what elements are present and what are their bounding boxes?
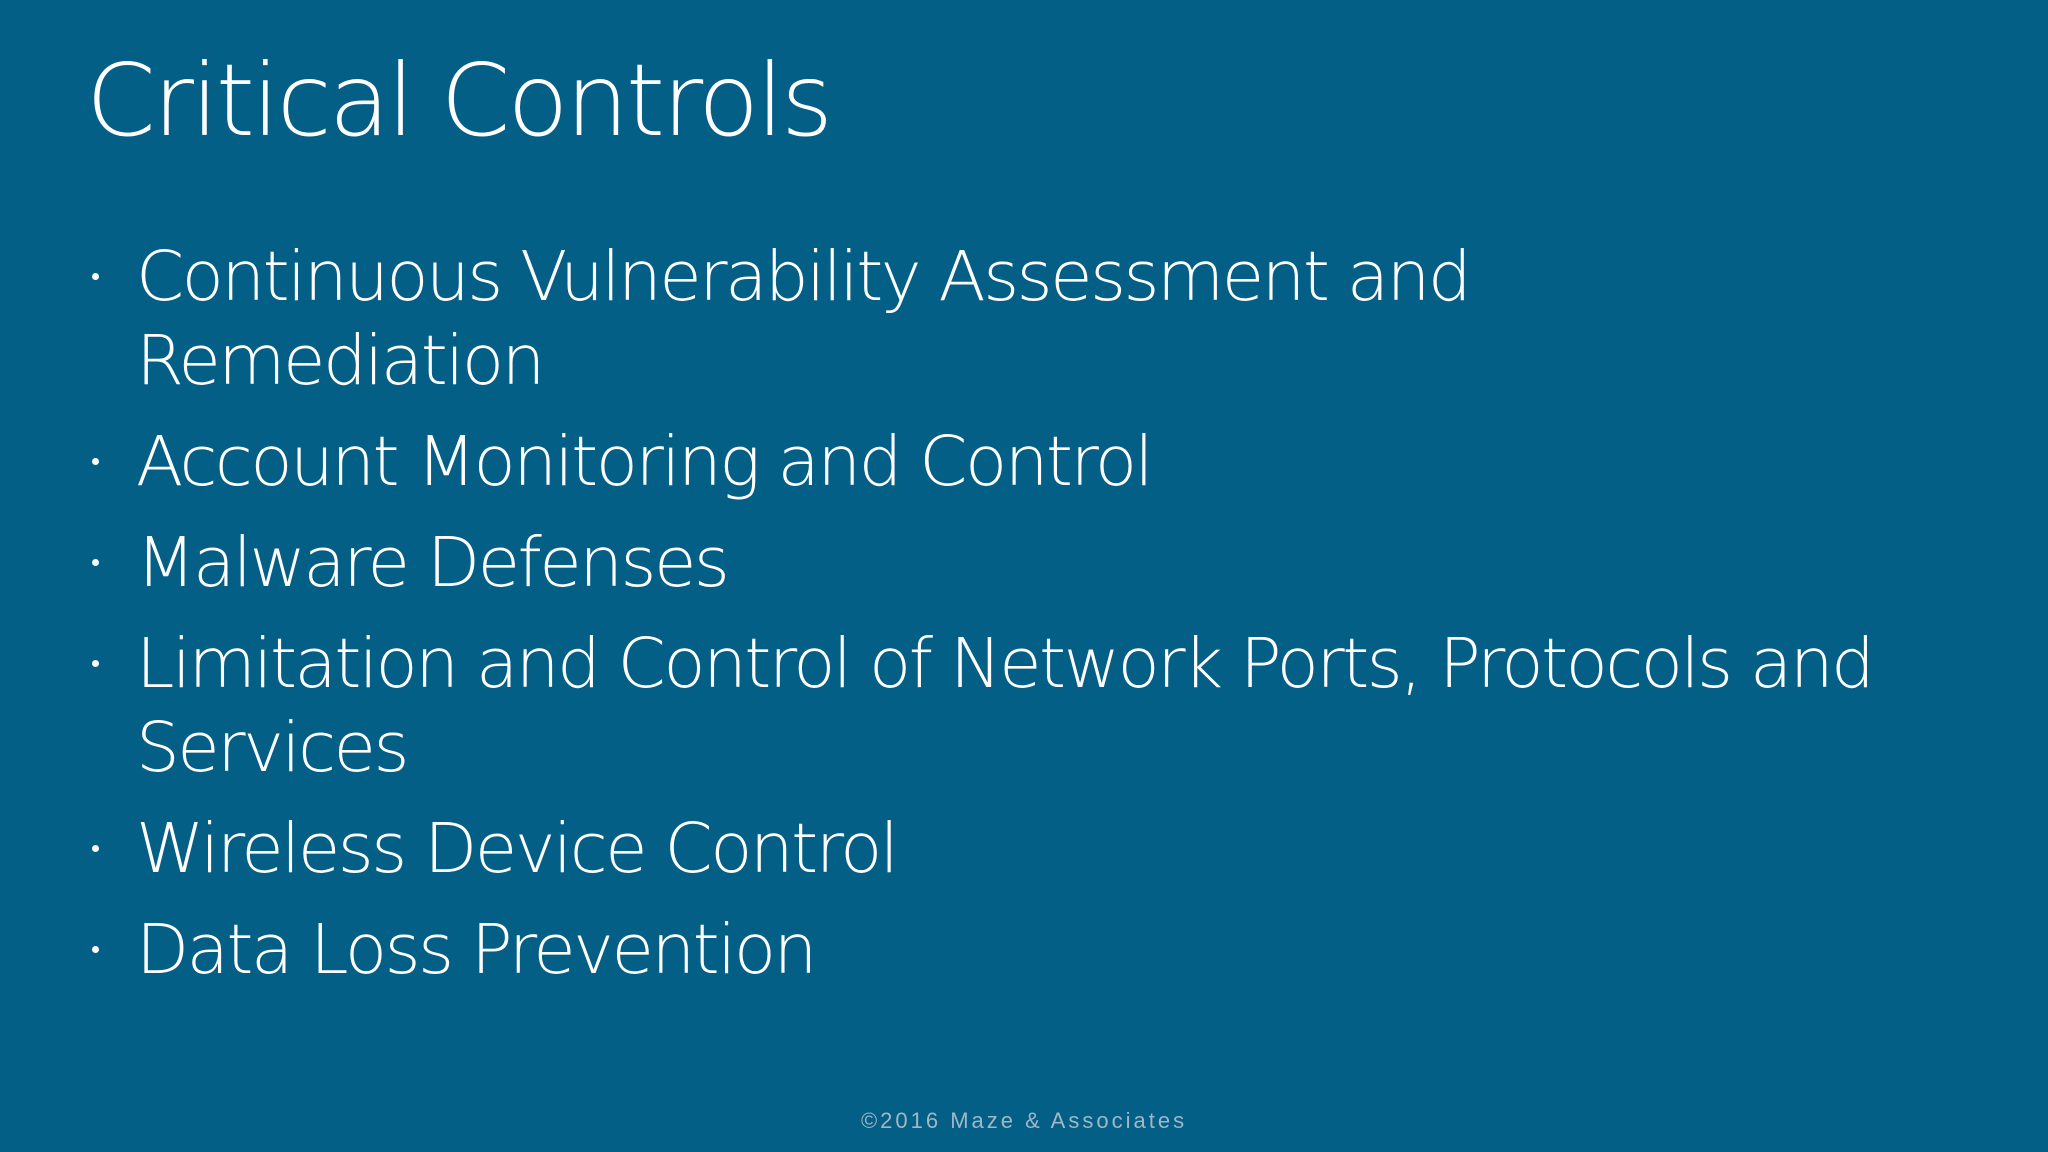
bullet-item bbox=[90, 908, 1886, 992]
bullet-text: Data Loss Prevention bbox=[136, 910, 815, 990]
bullet-text: Account Monitoring and Control bbox=[136, 422, 1152, 502]
bullet-dot-icon bbox=[92, 660, 99, 667]
bullet-text: Malware Defenses bbox=[136, 523, 728, 603]
bullet-text: Wireless Device Control bbox=[136, 809, 897, 889]
bullet-item bbox=[90, 235, 1886, 403]
bullet-dot-icon bbox=[92, 946, 99, 953]
bullet-dot-icon bbox=[92, 845, 99, 852]
bullet-item bbox=[90, 521, 1886, 605]
copyright-footer: ©2016 Maze & Associates bbox=[860, 1108, 1188, 1133]
bullet-item bbox=[90, 622, 1886, 790]
bullet-item bbox=[90, 420, 1886, 504]
bullet-text: Limitation and Control of Network Ports, Protocols and Services bbox=[136, 624, 1873, 788]
bullet-text: Continuous Vulnerability Assessment and Remediation bbox=[136, 237, 1470, 401]
bullet-dot-icon bbox=[92, 458, 99, 465]
bullet-list bbox=[90, 235, 1970, 1009]
bullet-dot-icon bbox=[92, 559, 99, 566]
bullet-item bbox=[90, 807, 1886, 891]
slide-title: Critical Controls bbox=[86, 42, 831, 159]
bullet-dot-icon bbox=[92, 273, 99, 280]
